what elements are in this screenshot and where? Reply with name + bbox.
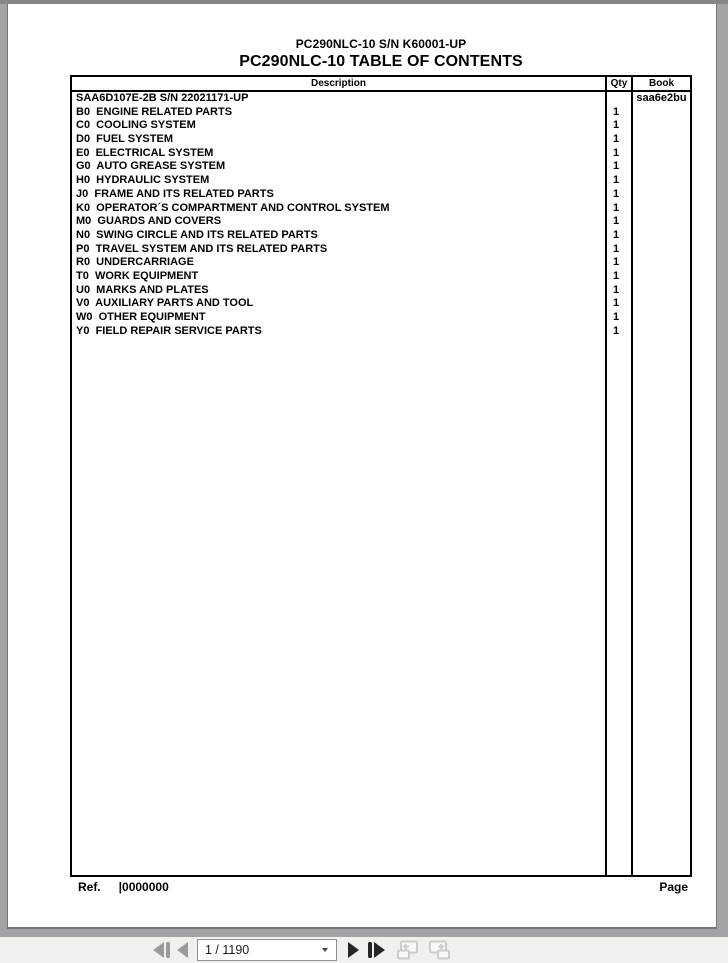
qty-column [605,92,631,875]
toc-row-qty: 1 [613,187,620,200]
next-page-button[interactable] [348,941,359,959]
toc-row-book [633,119,690,133]
previous-page-button[interactable] [177,941,188,959]
toc-row-qty: 1 [613,133,620,146]
toc-row-book [633,133,690,147]
toc-row-description: H0 HYDRAULIC SYSTEM [76,174,210,187]
next-view-button[interactable] [427,940,453,960]
table-header-row [72,77,690,92]
toc-row-description: R0 UNDERCARRIAGE [76,256,194,269]
ref-label: Ref. [78,880,101,894]
toc-row-description: G0 AUTO GREASE SYSTEM [76,160,226,173]
toc-row-description: SAA6D107E-2B S/N 22021171-UP [76,92,249,104]
toc-row-qty: 1 [613,297,620,310]
toc-row-qty: 1 [613,201,620,214]
toc-row-qty: 1 [613,160,620,173]
page-footer-line [70,880,692,894]
page-navigation-controls [153,937,453,963]
toc-row-qty: 1 [613,311,620,323]
toc-row-book [633,202,690,216]
previous-view-icon [394,940,420,960]
toc-row-qty: 1 [613,174,620,187]
table-body [72,92,690,875]
toc-row-book [633,297,690,311]
toc-row-qty: 1 [613,269,620,282]
toc-row-book [633,147,690,161]
toc-row-qty: 1 [613,119,620,132]
last-page-button[interactable] [368,941,385,959]
document-subtitle: PC290NLC-10 S/N K60001-UP [295,37,467,51]
toc-row-description: M0 GUARDS AND COVERS [76,215,222,228]
page-title: PC290NLC-10 TABLE OF CONTENTS [239,53,523,70]
first-page-button[interactable] [153,941,170,959]
toc-row-description: U0 MARKS AND PLATES [76,283,209,296]
previous-view-button[interactable] [394,940,420,960]
toc-row-description: T0 WORK EQUIPMENT [76,269,199,282]
toc-row-qty: 1 [613,105,620,118]
toc-row-description: C0 COOLING SYSTEM [76,119,196,132]
toc-row-book [633,311,690,325]
page-indicator: 1 / 1190 [205,943,250,957]
toc-row-description: K0 OPERATOR´S COMPARTMENT AND CONTROL SYSTEM [76,201,390,214]
page-number-combobox[interactable] [197,939,337,961]
column-header-description: Description [310,78,366,89]
toc-row-description: V0 AUXILIARY PARTS AND TOOL [76,297,254,310]
toc-row-book [633,160,690,174]
toc-row-book [633,188,690,202]
toc-row-book [633,325,690,339]
toc-row-qty: 1 [613,324,620,337]
toc-row-description: P0 TRAVEL SYSTEM AND ITS RELATED PARTS [76,242,328,255]
toc-row-description: E0 ELECTRICAL SYSTEM [76,146,214,159]
toc-row-description: W0 OTHER EQUIPMENT [76,311,206,323]
pdf-page [7,4,717,929]
toc-row-book: saa6e2bu [636,92,687,104]
page-titles [70,37,692,71]
description-column [72,92,605,875]
toc-row-book [633,174,690,188]
toc-row-description: B0 ENGINE RELATED PARTS [76,105,233,118]
toc-row-book [633,215,690,229]
book-column [631,92,690,875]
page-navigation-toolbar [0,937,728,963]
next-view-icon [427,940,453,960]
toc-row-qty: 1 [613,256,620,269]
toc-row-description: Y0 FIELD REPAIR SERVICE PARTS [76,324,262,337]
toc-row-description: D0 FUEL SYSTEM [76,133,173,146]
toc-row-book [633,256,690,270]
first-page-icon [153,942,164,958]
toc-row-book [633,243,690,257]
toc-row-book [633,229,690,243]
column-header-qty: Qty [605,77,631,90]
toc-row-book [633,106,690,120]
toc-row-description: N0 SWING CIRCLE AND ITS RELATED PARTS [76,228,318,241]
toc-row-qty: 1 [613,228,620,241]
last-page-icon [374,942,385,958]
toc-row-book [633,284,690,298]
toc-table [70,75,692,877]
toc-row-qty: 1 [613,146,620,159]
toc-row-qty: 1 [613,283,620,296]
previous-page-icon [177,942,188,958]
ref-value: |0000000 [118,880,169,894]
toc-row-book [633,270,690,284]
next-page-icon [348,942,359,958]
toc-row-qty: 1 [613,242,620,255]
page-label: Page [659,880,688,894]
toc-row-description: J0 FRAME AND ITS RELATED PARTS [76,187,274,200]
toc-row-qty [607,92,631,106]
toc-row-qty: 1 [613,215,620,228]
chevron-down-icon [322,948,328,952]
column-header-book: Book [631,77,690,90]
